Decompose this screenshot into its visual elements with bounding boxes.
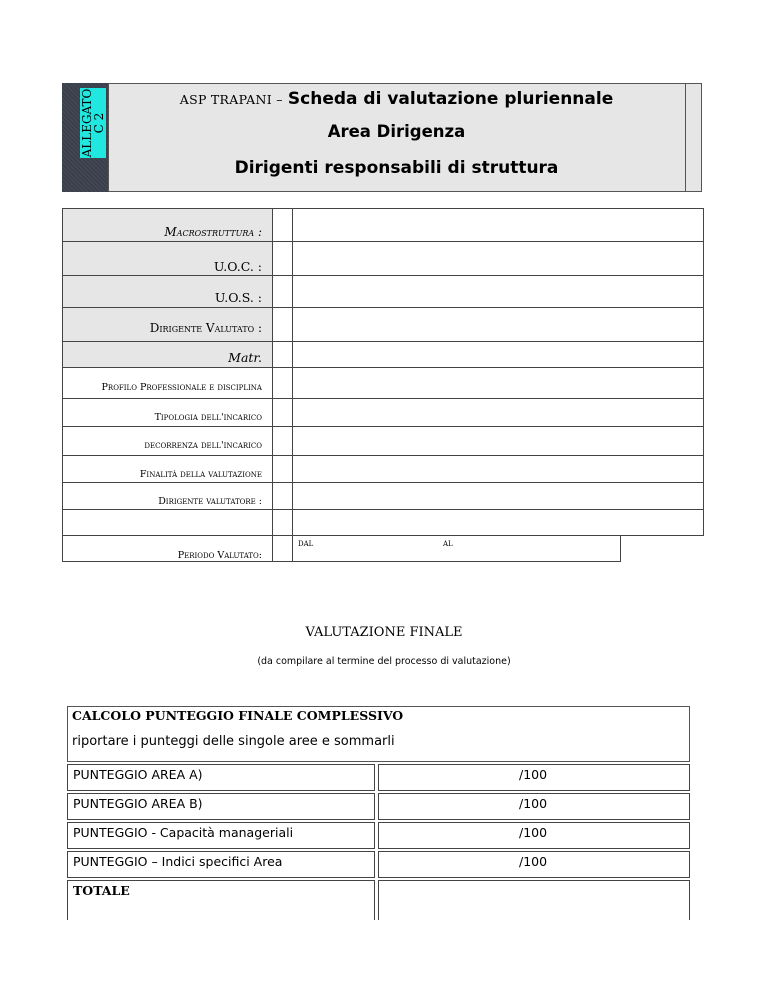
- row-finalita-label-cell: [62, 455, 273, 483]
- dirigente-valutato-label: Dirigente Valutato :: [149, 321, 262, 335]
- final-subtitle: (da compilare al termine del processo di valutazione): [257, 656, 511, 667]
- row-profilo-label-cell: [62, 367, 273, 399]
- mid-cell: [272, 367, 293, 399]
- allegato-number: C 2: [92, 112, 106, 134]
- row-matr-label-cell: [62, 341, 273, 368]
- header-title-line: [108, 89, 685, 109]
- total-value[interactable]: [378, 880, 690, 920]
- tipologia-label: Tipologia dell'incarico: [154, 412, 262, 423]
- mid-cell: [272, 275, 293, 308]
- al-label: al: [443, 538, 453, 549]
- score-row-value[interactable]: /100: [378, 822, 690, 849]
- mid-cell: [272, 307, 293, 342]
- dal-label: dal: [298, 538, 314, 549]
- header-right-cell: [685, 83, 702, 192]
- dirigente-valutatore-value[interactable]: [292, 482, 704, 510]
- periodo-label: Periodo Valutato:: [177, 550, 262, 561]
- subtitle: Dirigenti responsabili di struttura: [234, 158, 559, 178]
- row-dirigente-valutatore-label-cell: [62, 482, 273, 510]
- score-row-label: PUNTEGGIO AREA A): [67, 764, 375, 791]
- calc-box: [67, 706, 690, 762]
- macrostruttura-value[interactable]: [292, 208, 704, 242]
- mid-cell: [272, 455, 293, 483]
- mid-cell: [272, 482, 293, 510]
- mid-cell: [272, 535, 293, 562]
- calc-box-title: CALCOLO PUNTEGGIO FINALE COMPLESSIVO: [72, 708, 404, 723]
- uos-value[interactable]: [292, 275, 704, 308]
- mid-cell: [272, 509, 293, 536]
- org-name: ASP TRAPANI –: [179, 92, 283, 107]
- document-title: Scheda di valutazione pluriennale: [287, 89, 614, 109]
- periodo-value[interactable]: [292, 535, 621, 562]
- decorrenza-value[interactable]: [292, 426, 704, 456]
- score-row-value[interactable]: /100: [378, 764, 690, 791]
- row-dirigente-valutato-label-cell: [62, 307, 273, 342]
- score-row-label: PUNTEGGIO – Indici specifici Area: [67, 851, 375, 878]
- profilo-label: Profilo Professionale e disciplina: [101, 382, 262, 393]
- row-blank-label-cell: [62, 509, 273, 536]
- score-row-value[interactable]: /100: [378, 851, 690, 878]
- uoc-value[interactable]: [292, 241, 704, 276]
- mid-cell: [272, 241, 293, 276]
- matr-label: Matr.: [228, 350, 262, 365]
- tipologia-value[interactable]: [292, 398, 704, 427]
- row-uoc-label-cell: [62, 241, 273, 276]
- blank-value: [292, 509, 704, 536]
- finalita-value[interactable]: [292, 455, 704, 483]
- score-row-value[interactable]: /100: [378, 793, 690, 820]
- macrostruttura-label: Macrostruttura :: [164, 225, 262, 239]
- area-title: Area Dirigenza: [327, 122, 466, 141]
- mid-cell: [272, 398, 293, 427]
- mid-cell: [272, 341, 293, 368]
- final-title: VALUTAZIONE FINALE: [305, 625, 463, 640]
- mid-cell: [272, 426, 293, 456]
- mid-cell: [272, 208, 293, 242]
- total-label: TOTALE: [67, 880, 375, 920]
- row-macrostruttura-label-cell: [62, 208, 273, 242]
- allegato-label: [80, 88, 106, 158]
- row-periodo-label-cell: [62, 535, 273, 562]
- score-row-label: PUNTEGGIO - Capacità manageriali: [67, 822, 375, 849]
- profilo-value[interactable]: [292, 367, 704, 399]
- row-decorrenza-label-cell: [62, 426, 273, 456]
- uos-label: U.O.S. :: [214, 290, 262, 305]
- score-row-label: PUNTEGGIO AREA B): [67, 793, 375, 820]
- matr-value[interactable]: [292, 341, 704, 368]
- uoc-label: U.O.C. :: [213, 259, 262, 274]
- row-tipologia-label-cell: [62, 398, 273, 427]
- row-uos-label-cell: [62, 275, 273, 308]
- decorrenza-label: decorrenza dell'incarico: [144, 440, 262, 451]
- dirigente-valutato-value[interactable]: [292, 307, 704, 342]
- allegato-text: ALLEGATO: [80, 88, 94, 158]
- calc-box-note: riportare i punteggi delle singole aree e sommarli: [72, 734, 395, 749]
- finalita-label: Finalità della valutazione: [139, 469, 262, 480]
- dirigente-valutatore-label: Dirigente valutatore :: [158, 496, 262, 507]
